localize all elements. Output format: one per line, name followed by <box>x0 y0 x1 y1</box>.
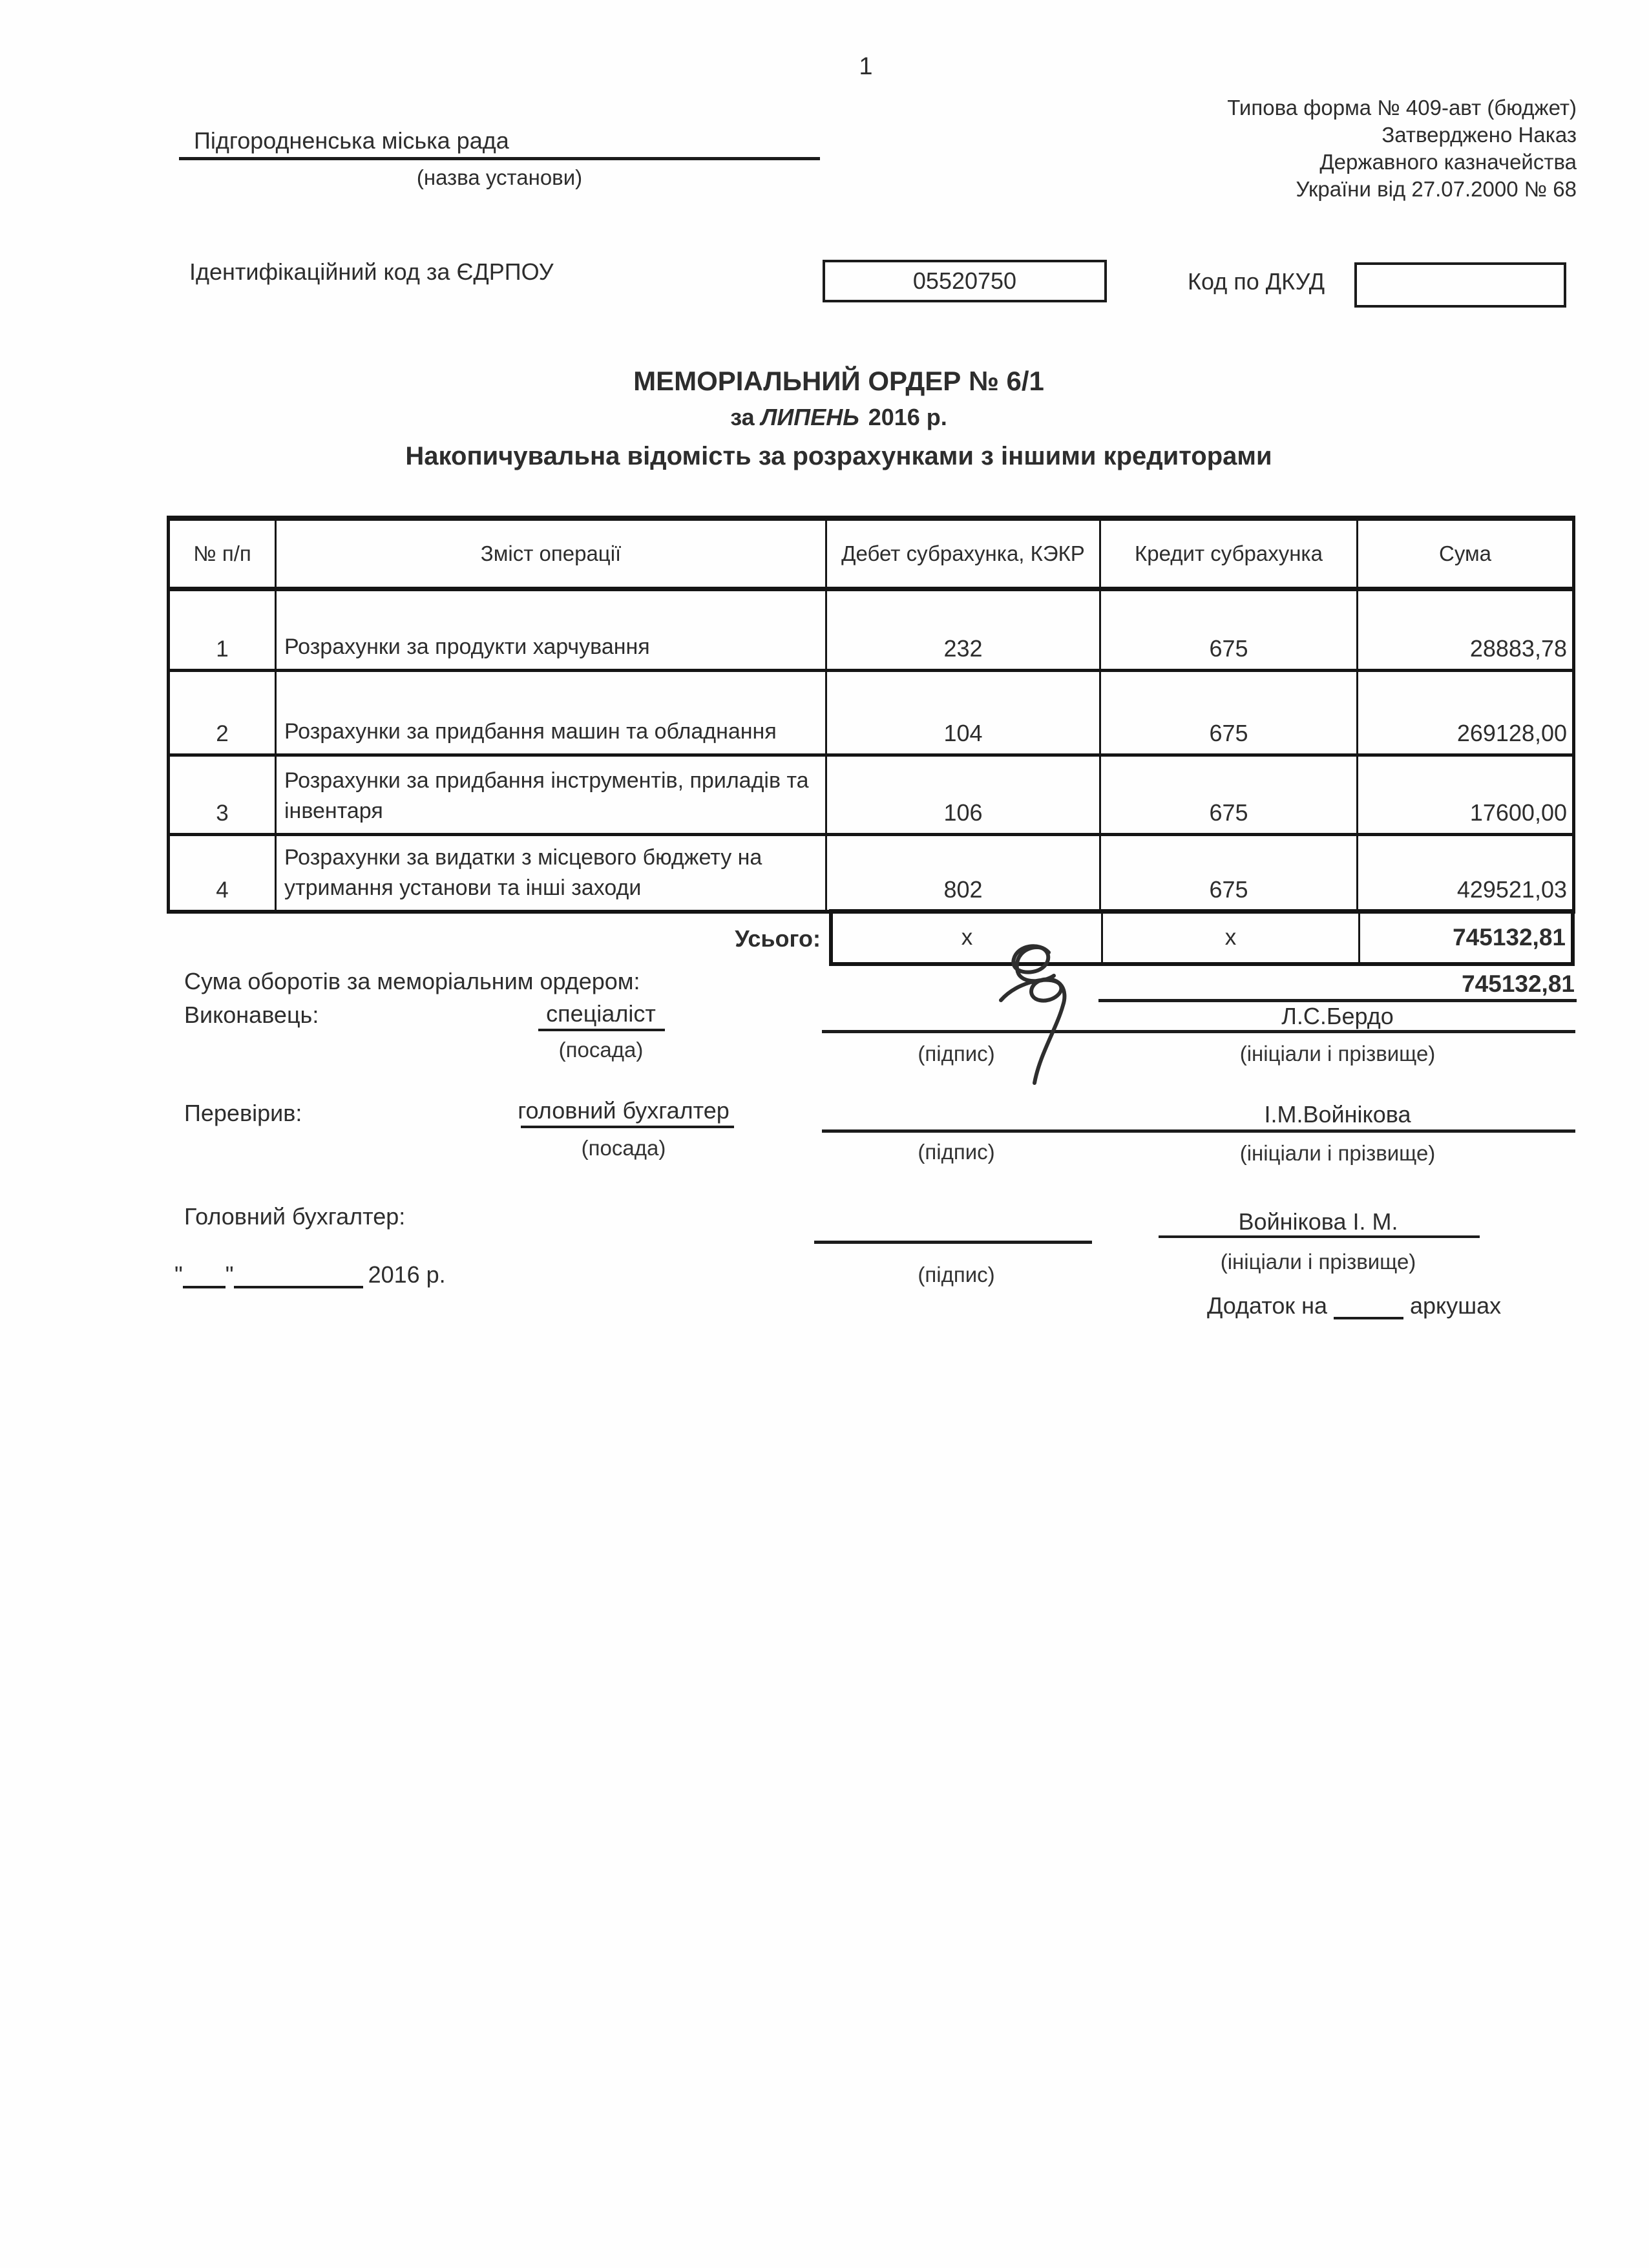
checker-name: І.М.Войнікова <box>1264 1101 1411 1128</box>
executor-position-caption: (посада) <box>558 1038 644 1062</box>
table-row <box>170 672 1572 757</box>
row-sum: 28883,78 <box>1469 635 1567 662</box>
date-line <box>174 1261 446 1288</box>
row-sum: 269128,00 <box>1456 720 1567 746</box>
period-month: ЛИПЕНЬ <box>761 404 859 430</box>
appendix-prefix: Додаток на <box>1207 1292 1328 1319</box>
table-row <box>170 836 1572 910</box>
row-debit: 232 <box>827 591 1101 669</box>
row-debit: 802 <box>827 836 1101 910</box>
handwritten-signature <box>972 938 1095 1087</box>
executor-name-caption: (ініціали і прізвище) <box>1239 1042 1436 1066</box>
date-month-blank <box>234 1261 363 1288</box>
checker-signature-line <box>822 1129 1575 1133</box>
date-open-quote: " <box>174 1261 183 1288</box>
table-header-row <box>170 521 1572 591</box>
institution-caption: (назва установи) <box>416 165 583 189</box>
dkud-label: Код по ДКУД <box>1188 268 1325 295</box>
date-close-quote: " <box>225 1261 234 1288</box>
row-num: 3 <box>170 757 277 833</box>
dkud-code-box <box>1354 262 1566 308</box>
page-number: 1 <box>859 53 873 80</box>
chief-signature-line <box>814 1241 1092 1244</box>
form-approval-block <box>937 94 1577 203</box>
checker-position-caption: (посада) <box>581 1136 666 1160</box>
header-debit: Дебет субрахунка, КЭКР <box>827 521 1101 587</box>
header-content: Зміст операції <box>277 521 827 587</box>
header-num: № п/п <box>170 521 277 587</box>
total-sum: 745132,81 <box>1453 924 1566 950</box>
period-prefix: за <box>730 404 755 430</box>
date-year: 2016 р. <box>368 1261 446 1288</box>
date-day-blank <box>183 1261 226 1288</box>
form-info-line: Типова форма № 409-авт (бюджет) <box>1227 96 1577 120</box>
summary-underline <box>1098 999 1577 1002</box>
form-info-line: Затверджено Наказ <box>1381 123 1577 147</box>
chief-name-caption: (ініціали і прізвище) <box>1220 1250 1416 1274</box>
row-sum: 17600,00 <box>1469 799 1567 826</box>
row-credit: 675 <box>1101 591 1358 669</box>
form-info-line: Державного казначейства <box>1319 150 1577 174</box>
chief-accountant-label: Головний бухгалтер: <box>184 1203 406 1230</box>
appendix-blank <box>1334 1292 1403 1319</box>
chief-name: Войнікова І. М. <box>1238 1208 1398 1235</box>
turnover-summary-value: 745132,81 <box>1462 971 1575 997</box>
executor-position-underline <box>538 1029 665 1031</box>
total-credit: x <box>1103 913 1360 962</box>
chief-name-line <box>1159 1235 1480 1238</box>
row-num: 2 <box>170 672 277 753</box>
checker-position: головний бухгалтер <box>518 1097 730 1124</box>
appendix-suffix: аркушах <box>1410 1292 1502 1319</box>
executor-position: спеціаліст <box>546 1000 656 1027</box>
total-row <box>829 909 1575 966</box>
row-sum: 429521,03 <box>1456 876 1567 903</box>
edrpou-code-box <box>823 260 1107 302</box>
checker-signature-caption: (підпис) <box>918 1140 995 1164</box>
appendix-line <box>1207 1292 1501 1319</box>
total-debit: x <box>833 913 1103 962</box>
total-label: Усього: <box>735 925 821 952</box>
order-subtitle: Накопичувальна відомість за розрахунками з іншими кредиторами <box>405 442 1272 470</box>
period-year: 2016 р. <box>868 404 947 430</box>
order-period <box>167 404 1511 431</box>
order-title: МЕМОРІАЛЬНИЙ ОРДЕР № 6/1 <box>633 366 1044 396</box>
chief-signature-caption: (підпис) <box>918 1263 995 1286</box>
executor-signature-caption: (підпис) <box>918 1042 995 1066</box>
row-credit: 675 <box>1101 757 1358 833</box>
executor-signature-line <box>822 1030 1575 1033</box>
row-num: 4 <box>170 836 277 910</box>
header-sum: Сума <box>1438 541 1491 565</box>
edrpou-label: Ідентифікаційний код за ЄДРПОУ <box>189 258 554 285</box>
checker-label: Перевірив: <box>184 1100 302 1126</box>
table-row <box>170 591 1572 672</box>
institution-underline <box>179 157 820 160</box>
row-debit: 104 <box>827 672 1101 753</box>
operations-table <box>167 516 1575 914</box>
edrpou-value: 05520750 <box>912 268 1017 294</box>
checker-name-caption: (ініціали і прізвище) <box>1239 1141 1436 1165</box>
checker-position-underline <box>521 1126 734 1128</box>
institution-name: Підгородненська міська рада <box>194 127 509 154</box>
row-debit: 106 <box>827 757 1101 833</box>
row-credit: 675 <box>1101 836 1358 910</box>
row-num: 1 <box>170 591 277 669</box>
header-credit: Кредит субрахунка <box>1101 521 1358 587</box>
table-row <box>170 757 1572 836</box>
row-content: Розрахунки за придбання інструментів, приладів та інвентаря <box>277 757 827 833</box>
turnover-summary-label: Сума оборотів за меморіальним ордером: <box>184 968 640 994</box>
row-content: Розрахунки за продукти харчування <box>277 591 827 669</box>
row-content: Розрахунки за видатки з місцевого бюджету на утримання установи та інші заходи <box>277 836 827 910</box>
executor-name: Л.С.Бердо <box>1281 1003 1394 1029</box>
executor-label: Виконавець: <box>184 1002 319 1028</box>
form-info-line: України від 27.07.2000 № 68 <box>1296 177 1577 201</box>
row-credit: 675 <box>1101 672 1358 753</box>
row-content: Розрахунки за придбання машин та обладнання <box>277 672 827 753</box>
